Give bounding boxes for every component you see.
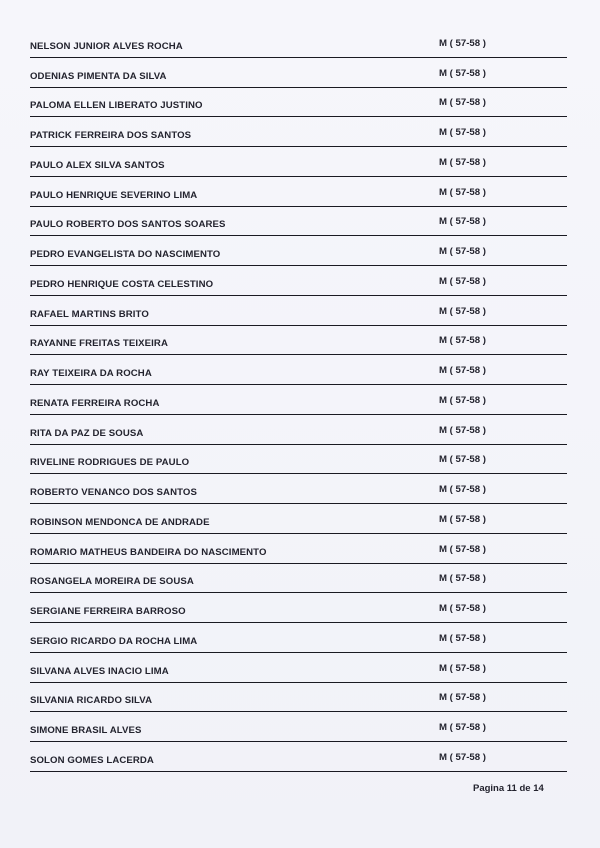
participant-name: RAYANNE FREITAS TEIXEIRA	[30, 338, 168, 350]
list-item	[30, 712, 567, 742]
list-item	[30, 296, 567, 326]
participant-code: M ( 57-58 )	[439, 186, 486, 198]
list-item	[30, 415, 567, 445]
participant-name: NELSON JUNIOR ALVES ROCHA	[30, 40, 183, 52]
list-item	[30, 177, 567, 207]
participant-code: M ( 57-58 )	[439, 692, 486, 704]
participant-code: M ( 57-58 )	[439, 484, 486, 495]
participant-name: PAULO HENRIQUE SEVERINO LIMA	[30, 189, 198, 201]
list-item	[30, 58, 567, 88]
participant-name: ROBERTO VENANCO DOS SANTOS	[30, 487, 197, 498]
participant-code: M ( 57-58 )	[439, 573, 486, 585]
participant-code: M ( 57-58 )	[439, 275, 486, 287]
list-item	[30, 683, 567, 713]
participant-code: M ( 57-58 )	[439, 662, 486, 674]
participant-code: M ( 57-58 )	[439, 216, 486, 228]
list-item	[30, 236, 567, 266]
participant-name: SERGIANE FERREIRA BARROSO	[30, 606, 186, 617]
participant-name: ROBINSON MENDONCA DE ANDRADE	[30, 516, 210, 528]
participant-code: M ( 57-58 )	[439, 603, 486, 614]
participant-name: PAULO ROBERTO DOS SANTOS SOARES	[30, 219, 226, 231]
participant-name: RITA DA PAZ DE SOUSA	[30, 427, 144, 439]
list-item	[30, 207, 567, 237]
list-item	[30, 147, 567, 177]
list-item	[30, 474, 567, 504]
participant-code: M ( 57-58 )	[439, 424, 486, 436]
participant-name: PATRICK FERREIRA DOS SANTOS	[30, 130, 192, 141]
participant-code: M ( 57-58 )	[439, 751, 486, 763]
participant-name: RENATA FERREIRA ROCHA	[30, 397, 160, 409]
participant-code: M ( 57-58 )	[439, 246, 486, 257]
list-item	[30, 534, 567, 564]
participant-name: RAY TEIXEIRA DA ROCHA	[30, 368, 152, 379]
participant-code: M ( 57-58 )	[439, 335, 486, 347]
participant-name: PEDRO HENRIQUE COSTA CELESTINO	[30, 278, 214, 290]
list-item	[30, 385, 567, 415]
participant-code: M ( 57-58 )	[439, 67, 486, 79]
participant-list	[30, 28, 567, 772]
participant-name: SIMONE BRASIL ALVES	[30, 725, 142, 736]
list-item	[30, 742, 567, 772]
participant-name: SILVANIA RICARDO SILVA	[30, 695, 153, 707]
participant-name: RAFAEL MARTINS BRITO	[30, 308, 149, 320]
participant-name: PALOMA ELLEN LIBERATO JUSTINO	[30, 100, 203, 112]
list-item	[30, 266, 567, 296]
list-item	[30, 564, 567, 594]
participant-name: ODENIAS PIMENTA DA SILVA	[30, 70, 167, 82]
list-item	[30, 326, 567, 356]
list-item	[30, 117, 567, 147]
participant-code: M ( 57-58 )	[439, 632, 486, 644]
participant-code: M ( 57-58 )	[439, 97, 486, 109]
participant-code: M ( 57-58 )	[439, 37, 486, 49]
participant-code: M ( 57-58 )	[439, 156, 486, 168]
participant-code: M ( 57-58 )	[439, 543, 486, 555]
list-item	[30, 355, 567, 385]
participant-code: M ( 57-58 )	[439, 305, 486, 317]
participant-code: M ( 57-58 )	[439, 513, 486, 525]
participant-name: ROSANGELA MOREIRA DE SOUSA	[30, 576, 194, 588]
participant-name: PEDRO EVANGELISTA DO NASCIMENTO	[30, 249, 221, 260]
page-number: Pagina 11 de 14	[473, 783, 544, 794]
participant-code: M ( 57-58 )	[439, 722, 486, 733]
list-item	[30, 445, 567, 475]
participant-name: RIVELINE RODRIGUES DE PAULO	[30, 457, 190, 469]
list-item	[30, 653, 567, 683]
participant-code: M ( 57-58 )	[439, 365, 486, 376]
participant-name: SILVANA ALVES INACIO LIMA	[30, 665, 169, 677]
participant-name: PAULO ALEX SILVA SANTOS	[30, 159, 165, 171]
participant-code: M ( 57-58 )	[439, 394, 486, 406]
participant-name: ROMARIO MATHEUS BANDEIRA DO NASCIMENTO	[30, 546, 267, 558]
list-item	[30, 28, 567, 58]
participant-code: M ( 57-58 )	[439, 454, 486, 466]
list-item	[30, 623, 567, 653]
participant-name: SOLON GOMES LACERDA	[30, 754, 154, 766]
list-item	[30, 593, 567, 623]
list-item	[30, 88, 567, 118]
list-item	[30, 504, 567, 534]
participant-code: M ( 57-58 )	[439, 127, 486, 138]
participant-name: SERGIO RICARDO DA ROCHA LIMA	[30, 635, 198, 647]
